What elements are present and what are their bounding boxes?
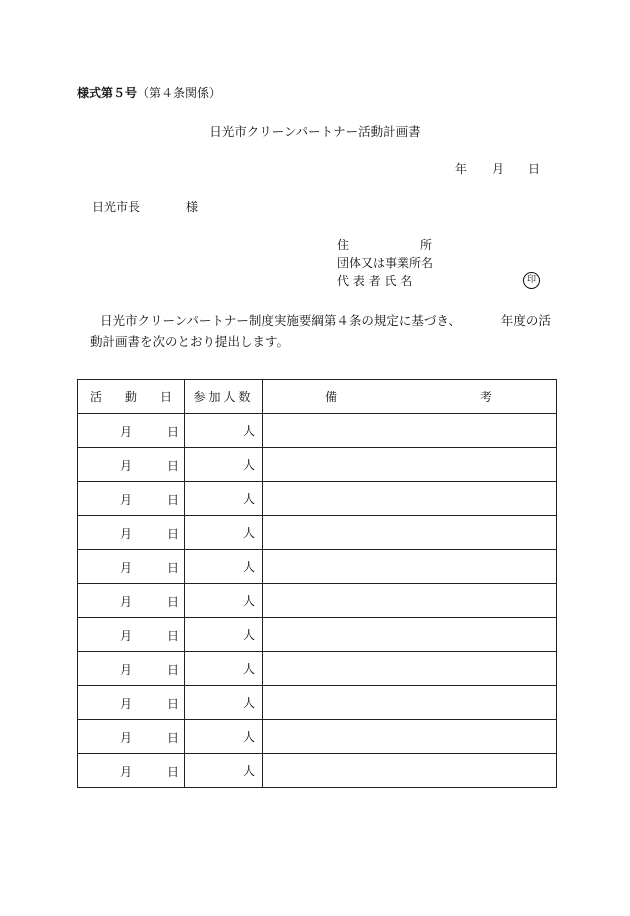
- addressee: [92, 198, 198, 215]
- notes-cell[interactable]: [263, 652, 557, 686]
- addressee-name: 日光市長: [92, 200, 141, 214]
- page-title: 日光市クリーンパートナー活動計画書: [209, 124, 421, 139]
- seal-mark: 印: [523, 272, 540, 289]
- month-label: 月: [120, 459, 133, 473]
- activity-date-cell[interactable]: [78, 618, 185, 652]
- activity-date-cell[interactable]: [78, 584, 185, 618]
- body-part2: 年度の活動計画書を次のとおり提出します。: [90, 313, 551, 349]
- notes-cell[interactable]: [263, 516, 557, 550]
- day-label: 日: [167, 595, 180, 609]
- header-date-char-1: 活: [90, 390, 103, 404]
- notes-cell[interactable]: [263, 720, 557, 754]
- date-day-label: 日: [528, 162, 541, 176]
- participant-count-cell[interactable]: 人: [185, 448, 263, 482]
- notes-cell[interactable]: [263, 584, 557, 618]
- notes-cell[interactable]: [263, 754, 557, 788]
- participant-count-cell[interactable]: 人: [185, 414, 263, 448]
- applicant-rep-label: 代 表 者 氏 名: [337, 274, 413, 288]
- participant-count-cell[interactable]: 人: [185, 686, 263, 720]
- notes-cell[interactable]: [263, 550, 557, 584]
- table-row: [78, 754, 557, 788]
- participant-count-cell[interactable]: 人: [185, 618, 263, 652]
- day-label: 日: [167, 459, 180, 473]
- month-label: 月: [120, 663, 133, 677]
- header-notes: [263, 380, 557, 414]
- day-label: 日: [167, 663, 180, 677]
- activity-plan-table: [77, 379, 557, 788]
- table-row: [78, 720, 557, 754]
- activity-date-cell[interactable]: [78, 482, 185, 516]
- table-header-row: [78, 380, 557, 414]
- activity-date-cell[interactable]: [78, 652, 185, 686]
- date-year-label: 年: [455, 162, 468, 176]
- activity-date-cell[interactable]: [78, 414, 185, 448]
- month-label: 月: [120, 697, 133, 711]
- day-label: 日: [167, 731, 180, 745]
- body-paragraph: [90, 310, 560, 352]
- month-label: 月: [120, 425, 133, 439]
- form-number-label: 様式第５号: [77, 86, 138, 100]
- activity-date-cell[interactable]: [78, 686, 185, 720]
- month-label: 月: [120, 561, 133, 575]
- notes-cell[interactable]: [263, 414, 557, 448]
- table-row: [78, 482, 557, 516]
- participant-count-cell[interactable]: 人: [185, 754, 263, 788]
- header-date-char-3: 日: [159, 390, 172, 404]
- day-label: 日: [167, 697, 180, 711]
- activity-date-cell[interactable]: [78, 516, 185, 550]
- participant-count-cell[interactable]: 人: [185, 550, 263, 584]
- table-row: [78, 448, 557, 482]
- header-activity-date: [78, 380, 185, 414]
- notes-cell[interactable]: [263, 482, 557, 516]
- date-month-label: 月: [492, 162, 505, 176]
- participant-count-cell[interactable]: 人: [185, 652, 263, 686]
- participant-count-cell[interactable]: 人: [185, 720, 263, 754]
- table-row: [78, 584, 557, 618]
- day-label: 日: [167, 561, 180, 575]
- header-notes-char-2: 考: [479, 390, 492, 404]
- activity-date-cell[interactable]: [78, 754, 185, 788]
- activity-date-cell[interactable]: [78, 448, 185, 482]
- applicant-group-label: 団体又は事業所名: [337, 256, 434, 270]
- month-label: 月: [120, 595, 133, 609]
- header-participants: 参加人数: [185, 380, 263, 414]
- table-row: [78, 550, 557, 584]
- table-row: [78, 686, 557, 720]
- month-label: 月: [120, 731, 133, 745]
- month-label: 月: [120, 527, 133, 541]
- month-label: 月: [120, 493, 133, 507]
- month-label: 月: [120, 765, 133, 779]
- header-notes-char-1: 備: [325, 390, 338, 404]
- participant-count-cell[interactable]: 人: [185, 516, 263, 550]
- notes-cell[interactable]: [263, 686, 557, 720]
- addressee-honorific: 様: [186, 200, 199, 214]
- day-label: 日: [167, 765, 180, 779]
- table-row: [78, 618, 557, 652]
- day-label: 日: [167, 527, 180, 541]
- activity-date-cell[interactable]: [78, 720, 185, 754]
- notes-cell[interactable]: [263, 448, 557, 482]
- table-row: [78, 516, 557, 550]
- applicant-address-label-a: 住: [337, 238, 350, 252]
- applicant-address-label-b: 所: [420, 238, 433, 252]
- participant-count-cell[interactable]: 人: [185, 584, 263, 618]
- notes-cell[interactable]: [263, 618, 557, 652]
- day-label: 日: [167, 493, 180, 507]
- form-relation: （第４条関係）: [137, 86, 222, 100]
- table-row: [78, 652, 557, 686]
- body-part1: 日光市クリーンパートナー制度実施要綱第４条の規定に基づき、: [100, 313, 461, 328]
- participant-count-cell[interactable]: 人: [185, 482, 263, 516]
- day-label: 日: [167, 425, 180, 439]
- day-label: 日: [167, 629, 180, 643]
- month-label: 月: [120, 629, 133, 643]
- header-date-char-2: 動: [124, 390, 137, 404]
- table-row: [78, 414, 557, 448]
- activity-date-cell[interactable]: [78, 550, 185, 584]
- form-number: [77, 84, 221, 101]
